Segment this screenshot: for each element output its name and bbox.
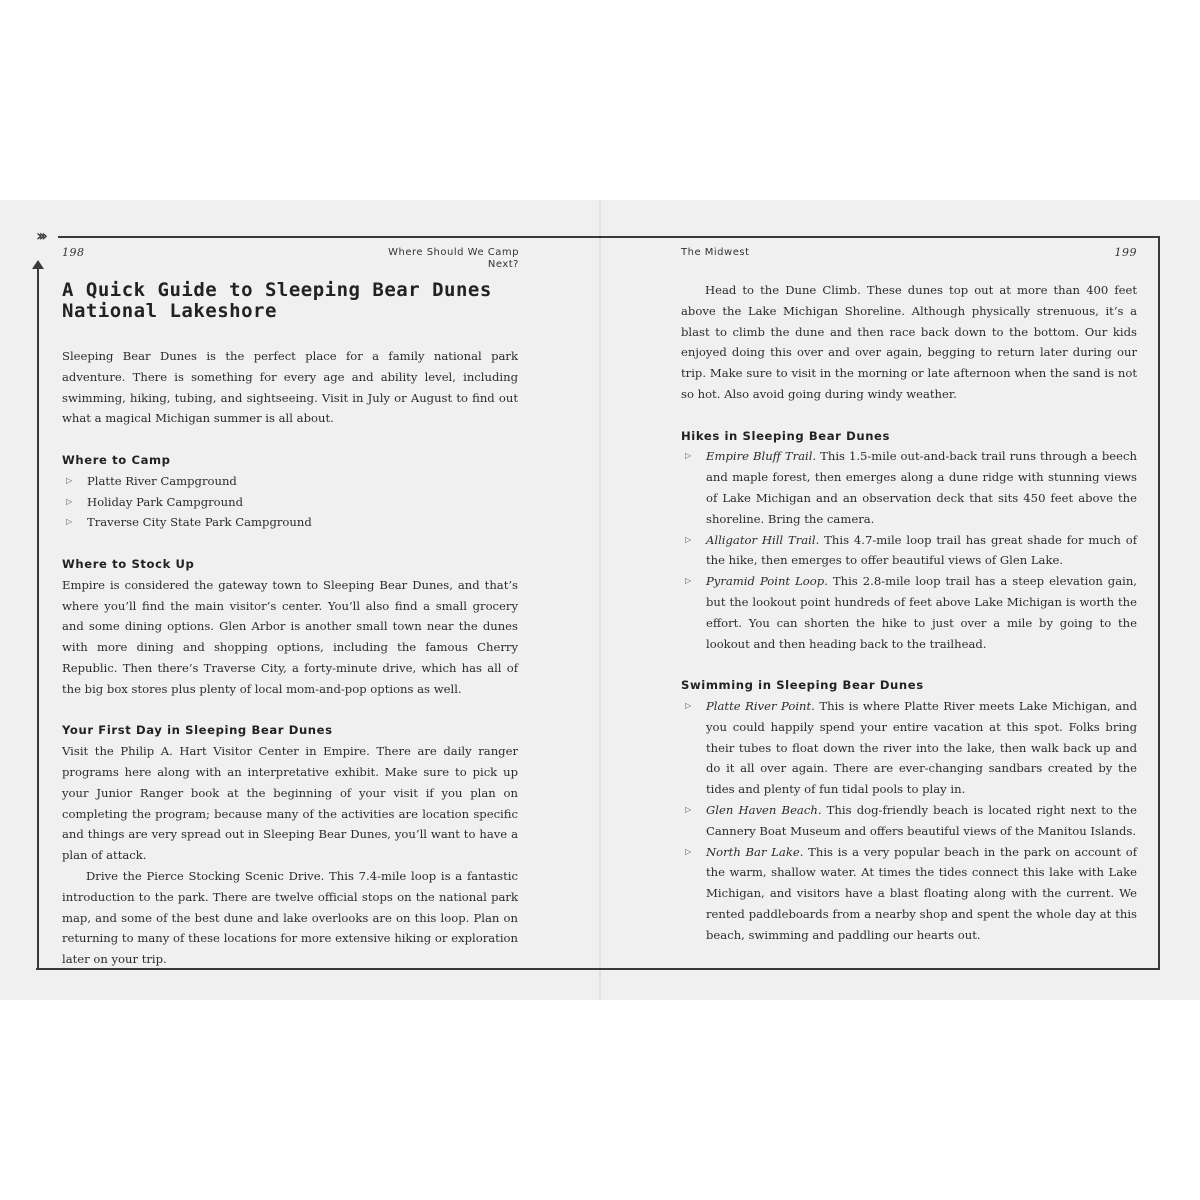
first-day-paragraph-1: Visit the Philip A. Hart Visitor Center in Empire. There are daily ranger programs here along with an interpretative exhibit. Make sure to pick up your Junior Ranger book at the beginning of your visit if you plan on completing the program; because many of the activities are location specific and things are very spread out in Sleeping Bear Dunes, you’ll want to have a plan of attack. [62,744,518,863]
swim-spot-name: Platte River Point [706,698,812,713]
where-to-stock-up-heading: Where to Stock Up [62,556,195,571]
triangle-bullet-icon: ▷ [685,534,692,544]
camp-item-label: Traverse City State Park Campground [87,515,312,530]
triangle-bullet-icon: ▷ [66,475,73,485]
left-folio: 198 [62,246,85,259]
intro-paragraph: Sleeping Bear Dunes is the perfect place for a family national park adventure. There is something for every age and ability level, including swimming, hiking, tubing, and sightseeing. Visit in July or August to find out what a magical Michigan summer is all about. [62,349,518,426]
stock-up-paragraph: Empire is considered the gateway town to Sleeping Bear Dunes, and that’s where you’ll find the main visitor’s center. You’ll also find a small grocery and some dining options. Glen Arbor is another small town near the dunes with more dining and shopping options, including the famous Cherry Republic. Then there’s Traverse City, a forty-minute drive, which has all of the big box stores plus plenty of local mom-and-pop options as well. [62,577,518,696]
list-item [681,530,1137,572]
frame-right-line [1158,236,1160,970]
triangle-bullet-icon: ▷ [685,804,692,814]
frame-left-line [37,266,39,970]
swim-spot-description: . This is where Platte River meets Lake Michigan, and you could happily spend your entire vacation at this spot. Folks bring their tubes to float down the river into the lake, then walk back up and do it all over again. There are ever-changing sandbars created by the tides and plenty of fun tidal pools to play in. [706,698,1137,797]
triangle-bullet-icon: ▷ [685,576,692,586]
swim-spot-name: North Bar Lake [706,844,800,859]
swimming-list [681,696,1137,946]
where-to-camp-heading: Where to Camp [62,452,171,467]
list-item [681,446,1137,529]
dune-climb-paragraph: Head to the Dune Climb. These dunes top out at more than 400 feet above the Lake Michigan Shoreline. Although physically strenuous, it’s a blast to climb the dune and then race back down to the bottom. Our kids enjoyed doing this over and over again, begging to return later during our trip. Make sure to visit in the morning or late afternoon when the sand is not so hot. Also avoid going during windy weather. [681,283,1137,401]
swim-spot-description: . This dog-friendly beach is located right next to the Cannery Boat Museum and offers beautiful views of the Manitou Islands. [706,802,1138,838]
triangle-bullet-icon: ▷ [66,496,73,506]
triangle-bullet-icon: ▷ [685,846,692,856]
book-gutter [599,200,601,1000]
list-item [681,800,1137,842]
arrow-up-icon [32,260,44,269]
page-title [62,280,518,322]
frame-top-line [58,236,1160,238]
hike-description: . This 2.8-mile loop trail has a steep elevation gain, but the lookout point hundreds of feet above Lake Michigan is worth the effort. You can shorten the hike to just over a mile by going to the lookout and then heading back to the trailhead. [706,574,1137,651]
right-running-head: The Midwest [681,247,750,258]
triangle-bullet-icon: ▷ [685,451,692,461]
hike-description: . This 1.5-mile out-and-back trail runs through a beech and maple forest, then emerges along a dune ridge with stunning views of Lake Michigan and an observation deck that sits 450 feet above the shoreline. Bring the camera. [706,449,1137,526]
right-folio: 199 [1114,246,1137,259]
list-item [681,842,1137,946]
hike-name: Pyramid Point Loop [706,574,825,589]
list-item [681,571,1137,654]
hikes-list [681,446,1137,654]
list-item [681,696,1137,800]
first-day-heading: Your First Day in Sleeping Bear Dunes [62,723,333,738]
triangle-bullet-icon: ▷ [66,517,73,527]
list-item [62,512,518,533]
hikes-heading: Hikes in Sleeping Bear Dunes [681,428,891,443]
title-line-2: National Lakeshore [62,300,277,322]
hike-description: . This 4.7-mile loop trail has great shade for much of the hike, then emerges to offer beautiful views of Glen Lake. [706,532,1137,568]
right-page [681,280,1137,946]
first-day-paragraph-2: Drive the Pierce Stocking Scenic Drive. This 7.4-mile loop is a fantastic introduction to the park. There are twelve official stops on the national park map, and some of the best dune and lake overlooks are on this loop. Plan on returning to many of these locations for more extensive hiking or exploration later on your trip. [62,868,518,967]
left-page [62,280,518,970]
list-item [62,492,518,513]
title-line-1: A Quick Guide to Sleeping Bear Dunes [62,279,492,301]
camp-item-label: Holiday Park Campground [87,494,244,509]
list-item [62,471,518,492]
camp-item-label: Platte River Campground [87,473,237,488]
hike-name: Empire Bluff Trail [706,449,813,464]
chevrons-icon: ››› [36,226,44,245]
triangle-bullet-icon: ▷ [685,700,692,710]
hike-name: Alligator Hill Trail [706,532,816,547]
swimming-heading: Swimming in Sleeping Bear Dunes [681,678,924,693]
swim-spot-description: . This is a very popular beach in the park on account of the warm, shallow water. At times the tides connect this lake with Lake Michigan, and visitors have a blast floating along with the current. We rented paddleboards from a nearby shop and spent the whole day at this beach, swimming and paddling our hearts out. [706,844,1137,942]
swim-spot-name: Glen Haven Beach [706,802,818,817]
left-running-head: Where Should We Camp Next? [388,247,519,270]
camp-list [62,471,518,533]
